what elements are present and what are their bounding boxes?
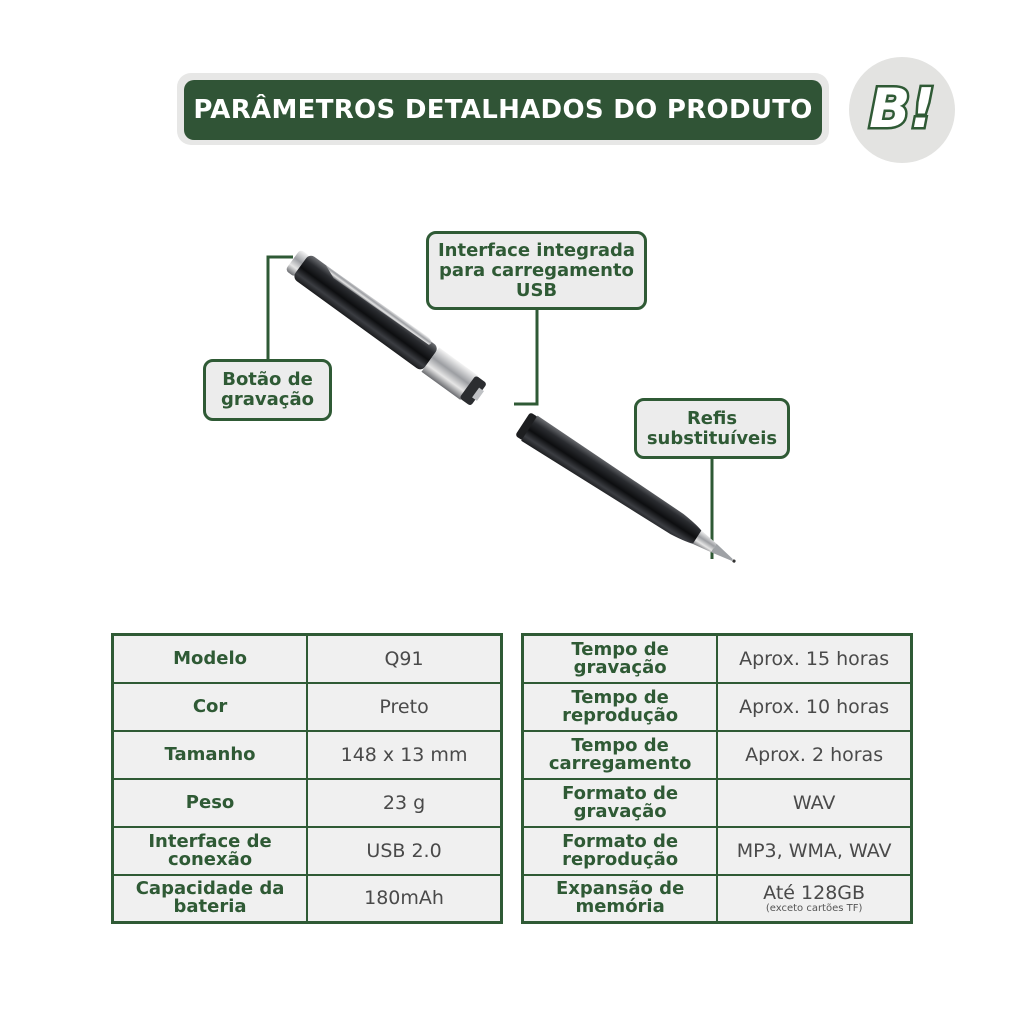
spec-value: 23 g (307, 779, 501, 827)
table-row (113, 779, 502, 827)
brand-logo (849, 57, 955, 163)
table-row (523, 635, 912, 683)
spec-label: Interface de conexão (113, 827, 308, 875)
spec-label: Modelo (113, 635, 308, 683)
spec-table-right (521, 633, 913, 924)
table-row (113, 731, 502, 779)
spec-label: Formato de gravação (523, 779, 718, 827)
callout-refills: Refis substituíveis (634, 398, 790, 459)
page-title: PARÂMETROS DETALHADOS DO PRODUTO (193, 95, 813, 125)
spec-value: Q91 (307, 635, 501, 683)
table-row (523, 683, 912, 731)
spec-value: 180mAh (307, 875, 501, 923)
callout-record-button: Botão de gravação (203, 359, 332, 421)
spec-value-with-note (717, 875, 911, 923)
spec-label: Tempo de gravação (523, 635, 718, 683)
spec-value: 148 x 13 mm (307, 731, 501, 779)
spec-label: Expansão de memória (523, 875, 718, 923)
table-row (113, 827, 502, 875)
spec-value: Até 128GB (763, 881, 866, 904)
callout-usb-interface: Interface integrada para carregamento USB (426, 231, 647, 310)
table-row (523, 875, 912, 923)
spec-note: (exceto cartões TF) (765, 902, 863, 914)
spec-value: Aprox. 10 horas (717, 683, 911, 731)
spec-value: Aprox. 15 horas (717, 635, 911, 683)
table-row (113, 635, 502, 683)
header-banner (184, 80, 822, 140)
spec-label: Cor (113, 683, 308, 731)
spec-value: USB 2.0 (307, 827, 501, 875)
spec-label: Tempo de carregamento (523, 731, 718, 779)
usb-connector (514, 310, 537, 404)
table-row (523, 731, 912, 779)
table-row (113, 875, 502, 923)
spec-value: Aprox. 2 horas (717, 731, 911, 779)
table-row (113, 683, 502, 731)
spec-label: Tempo de reprodução (523, 683, 718, 731)
spec-label: Capacidade da bateria (113, 875, 308, 923)
spec-value: MP3, WMA, WAV (717, 827, 911, 875)
spec-label: Peso (113, 779, 308, 827)
spec-table-left (111, 633, 503, 924)
brand-logo-icon (849, 57, 955, 163)
spec-label: Tamanho (113, 731, 308, 779)
spec-value: Preto (307, 683, 501, 731)
spec-value: WAV (717, 779, 911, 827)
table-row (523, 779, 912, 827)
brand-logo-text: B! (869, 77, 935, 140)
spec-label: Formato de reprodução (523, 827, 718, 875)
table-row (523, 827, 912, 875)
